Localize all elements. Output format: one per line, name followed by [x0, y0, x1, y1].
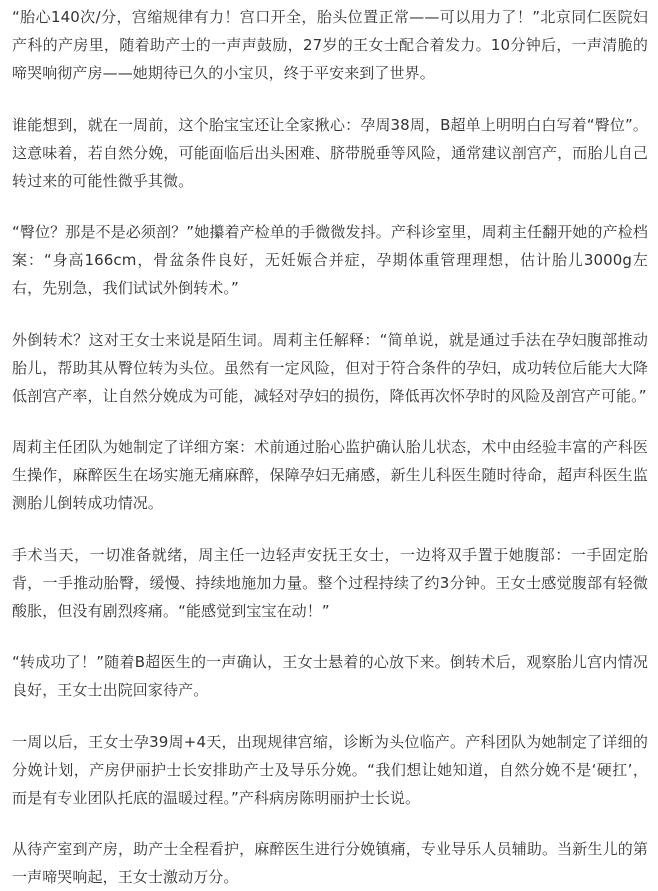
paragraph-9: 从待产室到产房，助产士全程看护，麻醉医生进行分娩镇痛，专业导乐人员辅助。当新生儿的第一声啼哭响起，王女士激动万分。	[12, 840, 648, 886]
paragraph-1: “胎心140次/分，宫缩规律有力！宫口开全，胎头位置正常——可以用力了！”北京同仁医院妇产科的产房里，随着助产士的一声声鼓励，27岁的王女士配合着发力。10分钟后，一声清脆的啼哭响彻产房——她期待已久的小宝贝，终于平安来到了世界。	[12, 8, 648, 82]
paragraph-6: 手术当天，一切准备就绪，周主任一边轻声安抚王女士，一边将双手置于她腹部：一手固定胎背，一手推动胎臀，缓慢、持续地施加力量。整个过程持续了约3分钟。王女士感觉腹部有轻微酸胀，但没有剧烈疼痛。“能感觉到宝宝在动！”	[12, 545, 648, 620]
paragraph-4: 外倒转术？这对王女士来说是陌生词。周莉主任解释：“简单说，就是通过手法在孕妇腹部推动胎儿，帮助其从臀位转为头位。虽然有一定风险，但对于符合条件的孕妇，成功转位后能大大降低剖宫产率，让自然分娩成为可能，减轻对孕妇的损伤，降低再次怀孕时的风险及剖宫产可能。”	[12, 330, 648, 405]
paragraph-8: 一周以后，王女士孕39周+4天，出现规律宫缩，诊断为头位临产。产科团队为她制定了详细的分娩计划，产房伊丽护士长安排助产士及导乐分娩。“我们想让她知道，自然分娩不是‘硬扛’，而是有专业团队托底的温暖过程。”产科病房陈明丽护士长说。	[12, 732, 648, 807]
paragraph-7: “转成功了！”随着B超医生的一声确认，王女士悬着的心放下来。倒转术后，观察胎儿宫内情况良好，王女士出院回家待产。	[12, 653, 648, 699]
paragraph-5: 周莉主任团队为她制定了详细方案：术前通过胎心监护确认胎儿状态，术中由经验丰富的产科医生操作，麻醉医生在场实施无痛麻醉，保障孕妇无痛感，新生儿科医生随时待命，超声科医生监测胎儿倒转成功情况。	[12, 438, 648, 512]
paragraph-3: “臀位？那是不是必须剖？”她攥着产检单的手微微发抖。产科诊室里，周莉主任翻开她的产检档案：“身高166cm，骨盆条件良好，无妊娠合并症，孕期体重管理理想，估计胎儿3000g左右，先别急，我们试试外倒转术。”	[12, 223, 648, 297]
paragraph-2: 谁能想到，就在一周前，这个胎宝宝还让全家揪心：孕周38周，B超单上明明白白写着“臀位”。这意味着，若自然分娩，可能面临后出头困难、脐带脱垂等风险，通常建议剖宫产，而胎儿自己转过来的可能性微乎其微。	[12, 115, 648, 190]
